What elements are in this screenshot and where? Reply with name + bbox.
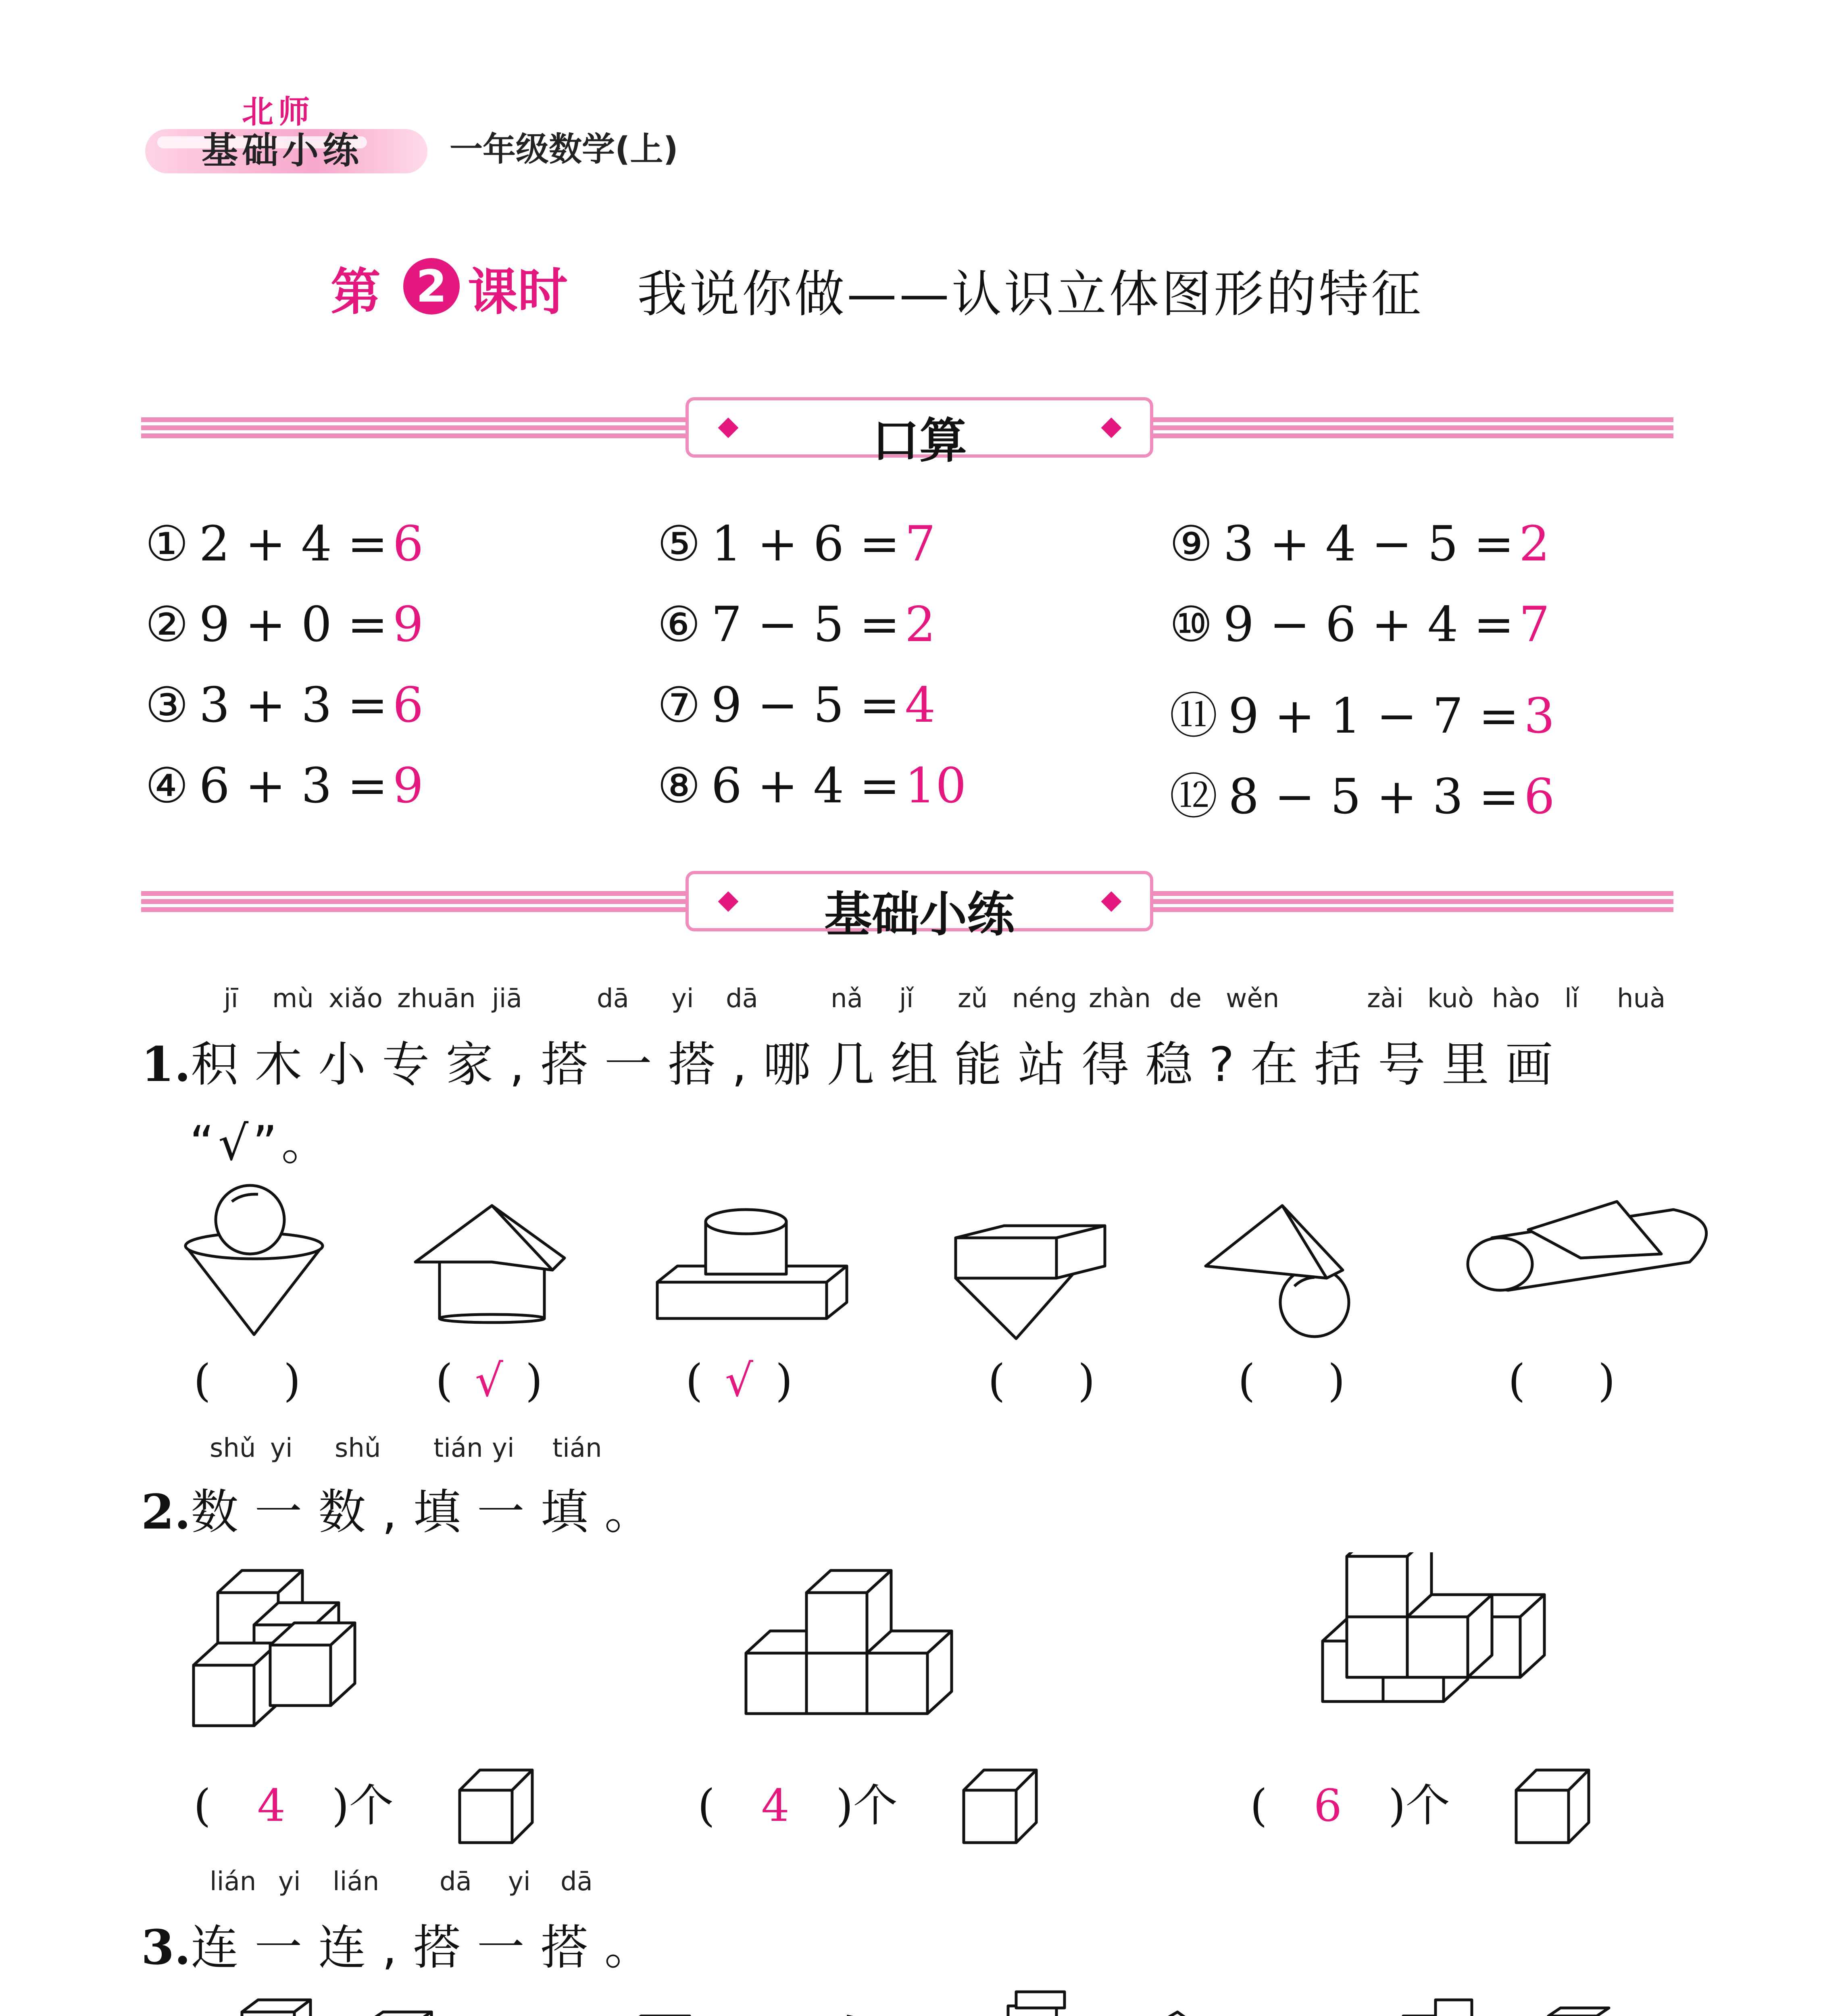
answer: 9: [392, 597, 424, 653]
arith-item: [657, 597, 936, 653]
pinyin-syllable: dā: [440, 1867, 472, 1897]
item-index: ⑪: [1169, 688, 1218, 744]
count-value: 4: [257, 1780, 285, 1831]
item-index: ③: [145, 677, 189, 733]
pinyin-syllable: yi: [270, 1433, 293, 1463]
arith-item: [657, 516, 936, 572]
item-index: ⑫: [1169, 769, 1218, 825]
pinyin-syllable: yi: [278, 1867, 301, 1897]
q2-text-body: 数一数,填一填。: [191, 1484, 668, 1540]
pinyin-syllable: zhuān: [397, 984, 476, 1014]
item-index: ④: [145, 758, 189, 814]
arith-item: [657, 758, 967, 814]
answer: 10: [904, 758, 967, 814]
expression: 6 + 4 =: [711, 758, 900, 814]
figure-cone-on-cylinder: [415, 1206, 565, 1322]
item-index: ②: [145, 597, 189, 653]
answer: 2: [904, 597, 936, 653]
cube: [1347, 1552, 1431, 1617]
pinyin-syllable: yi: [492, 1433, 515, 1463]
pinyin-syllable: néng: [1012, 984, 1077, 1014]
pinyin-syllable: huà: [1617, 984, 1666, 1014]
pinyin-syllable: xiǎo: [329, 984, 383, 1014]
answer: 6: [392, 677, 424, 733]
count-answer[interactable]: ( 4 )个: [698, 1780, 898, 1831]
pinyin-syllable: shǔ: [210, 1433, 256, 1463]
answer-parens[interactable]: ( ): [988, 1355, 1095, 1406]
pinyin-syllable: lián: [210, 1867, 256, 1897]
pinyin-syllable: yi: [671, 984, 694, 1014]
answer: 4: [904, 677, 936, 733]
pinyin-syllable: shǔ: [335, 1433, 381, 1463]
pinyin-syllable: lǐ: [1565, 984, 1579, 1014]
pinyin-syllable: kuò: [1427, 984, 1474, 1014]
grade-label: 一年级数学(上): [450, 130, 678, 169]
arith-item: [1169, 516, 1550, 572]
pinyin-syllable: yi: [508, 1867, 531, 1897]
arith-item: [145, 516, 423, 572]
q2-number: 2.: [141, 1484, 191, 1540]
expression: 9 + 0 =: [199, 597, 388, 653]
cube: [194, 1643, 278, 1726]
q1-figures: [0, 1169, 1821, 1355]
expression: 9 − 6 + 4 =: [1223, 597, 1514, 653]
arith-item: [145, 758, 423, 814]
answer-parens[interactable]: ( √ ): [435, 1355, 543, 1406]
figure-cylinder-on-cuboid: [657, 1210, 847, 1318]
q3-text-body: 连一连,搭一搭。: [191, 1920, 668, 1975]
expression: 1 + 6 =: [711, 516, 900, 572]
answer: 6: [392, 516, 424, 572]
answer-parens[interactable]: ( ): [194, 1355, 301, 1406]
figure-sphere-on-cone: [185, 1185, 323, 1335]
pinyin-syllable: dā: [597, 984, 629, 1014]
publisher-label: 北师: [242, 94, 315, 130]
q3-number: 3.: [141, 1919, 191, 1975]
expression: 2 + 4 =: [199, 516, 388, 572]
figure-cuboid-on-pyramid: [956, 1226, 1105, 1339]
count-answer[interactable]: ( 6 )个: [1250, 1780, 1450, 1831]
arith-item: [1169, 758, 1555, 827]
expression: 3 + 4 − 5 =: [1223, 516, 1514, 572]
lesson-suffix: 课时: [468, 263, 568, 321]
expression: 9 − 5 =: [711, 677, 900, 733]
section-title-basic: 基础小练: [824, 887, 1015, 942]
item-index: ⑤: [657, 516, 701, 572]
lesson-number: 2: [403, 258, 460, 314]
pinyin-syllable: lián: [333, 1867, 379, 1897]
q1-text: [141, 1026, 1569, 1095]
block-set-top-1: [242, 2000, 496, 2016]
pinyin-syllable: jǐ: [899, 984, 914, 1014]
answer: 2: [1519, 516, 1550, 572]
pinyin-syllable: wěn: [1226, 984, 1279, 1014]
figure-cone-on-sphere: [1206, 1206, 1349, 1337]
block-set-top-4: [1403, 2000, 1625, 2016]
pinyin-syllable: zài: [1367, 984, 1404, 1014]
expression: 3 + 3 =: [199, 677, 388, 733]
cube-icon: [1508, 1762, 1597, 1851]
answer-mark: √: [475, 1355, 503, 1406]
answer-parens[interactable]: ( ): [1238, 1355, 1345, 1406]
section-box-oral: [685, 397, 1153, 469]
pinyin-syllable: jiā: [492, 984, 522, 1014]
answer: 3: [1524, 688, 1555, 744]
item-index: ⑧: [657, 758, 701, 814]
count-value: 6: [1313, 1780, 1342, 1831]
arith-item: [1169, 677, 1555, 747]
unit-label: 个: [853, 1780, 898, 1831]
lesson-prefix: 第: [331, 263, 381, 321]
pinyin-syllable: dā: [560, 1867, 593, 1897]
answer: 7: [1519, 597, 1550, 653]
q1-text-line1: 积木小专家,搭一搭,哪几组能站得稳?在括号里画: [191, 1037, 1569, 1092]
pinyin-syllable: mù: [272, 984, 314, 1014]
cube-icon: [452, 1762, 540, 1851]
q3-text: [141, 1909, 668, 1978]
expression: 9 + 1 − 7 =: [1228, 688, 1519, 744]
answer: 6: [1524, 769, 1555, 825]
unit-label: 个: [1405, 1780, 1450, 1831]
q1-text-line2: “√”。: [190, 1115, 333, 1171]
pinyin-syllable: nǎ: [831, 984, 863, 1014]
item-index: ⑥: [657, 597, 701, 653]
count-answer[interactable]: ( 4 )个: [194, 1780, 394, 1831]
unit-label: 个: [349, 1780, 394, 1831]
pinyin-syllable: zǔ: [958, 984, 988, 1014]
pinyin-syllable: tián: [433, 1433, 483, 1463]
expression: 6 + 3 =: [199, 758, 388, 814]
item-index: ⑨: [1169, 516, 1213, 572]
q2-text: [141, 1474, 668, 1542]
q3-figures: [0, 1976, 1821, 2016]
pinyin-syllable: de: [1169, 984, 1202, 1014]
count-value: 4: [761, 1780, 790, 1831]
item-index: ⑦: [657, 677, 701, 733]
series-title: 基础小练: [202, 129, 363, 172]
expression: 8 − 5 + 3 =: [1228, 769, 1519, 825]
answer: 7: [904, 516, 936, 572]
arith-item: [657, 677, 936, 733]
q1-number: 1.: [141, 1036, 191, 1092]
block-set-top-3: [992, 1992, 1262, 2016]
section-box-basic: [685, 871, 1153, 942]
figure-cone-on-cylinder-lying: [1468, 1202, 1706, 1290]
item-index: ①: [145, 516, 189, 572]
cube: [806, 1570, 891, 1653]
lesson-title: 我说你做——认识立体图形的特征: [637, 265, 1424, 323]
pinyin-syllable: hào: [1492, 984, 1540, 1014]
answer-mark: √: [725, 1355, 753, 1406]
pinyin-syllable: tián: [552, 1433, 602, 1463]
pinyin-syllable: dā: [726, 984, 758, 1014]
arith-item: [145, 677, 423, 733]
pinyin-syllable: jī: [224, 984, 238, 1014]
pinyin-syllable: zhàn: [1089, 984, 1151, 1014]
arith-item: [145, 597, 423, 653]
expression: 7 − 5 =: [711, 597, 900, 653]
item-index: ⑩: [1169, 597, 1213, 653]
cube-icon: [956, 1762, 1044, 1851]
arith-item: [1169, 597, 1550, 653]
section-title-oral: 口算: [871, 413, 967, 469]
answer-parens[interactable]: ( ): [1508, 1355, 1615, 1406]
cube: [270, 1623, 355, 1706]
answer: 9: [392, 758, 424, 814]
q2-figures: [0, 1552, 1821, 1734]
answer-parens[interactable]: ( √ ): [685, 1355, 793, 1406]
